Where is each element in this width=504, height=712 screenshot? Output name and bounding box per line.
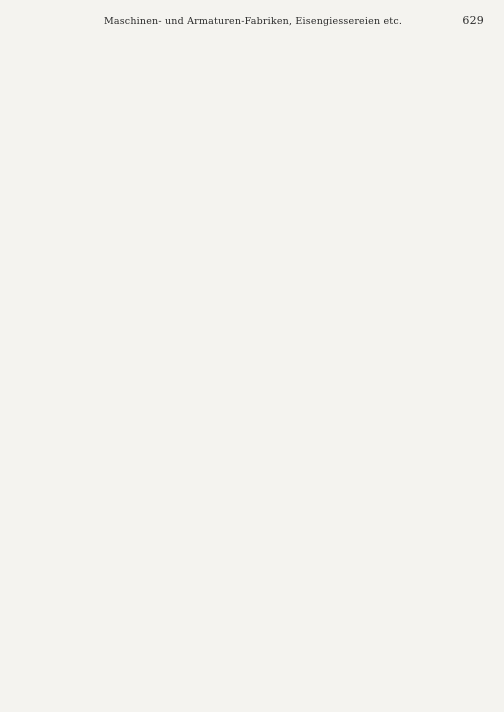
running-title: Maschinen- und Armaturen-Fabriken, Eisengiessereien etc.	[103, 16, 403, 27]
running-header	[22, 14, 484, 27]
page-number: 629	[462, 14, 484, 27]
document-page	[22, 14, 484, 702]
